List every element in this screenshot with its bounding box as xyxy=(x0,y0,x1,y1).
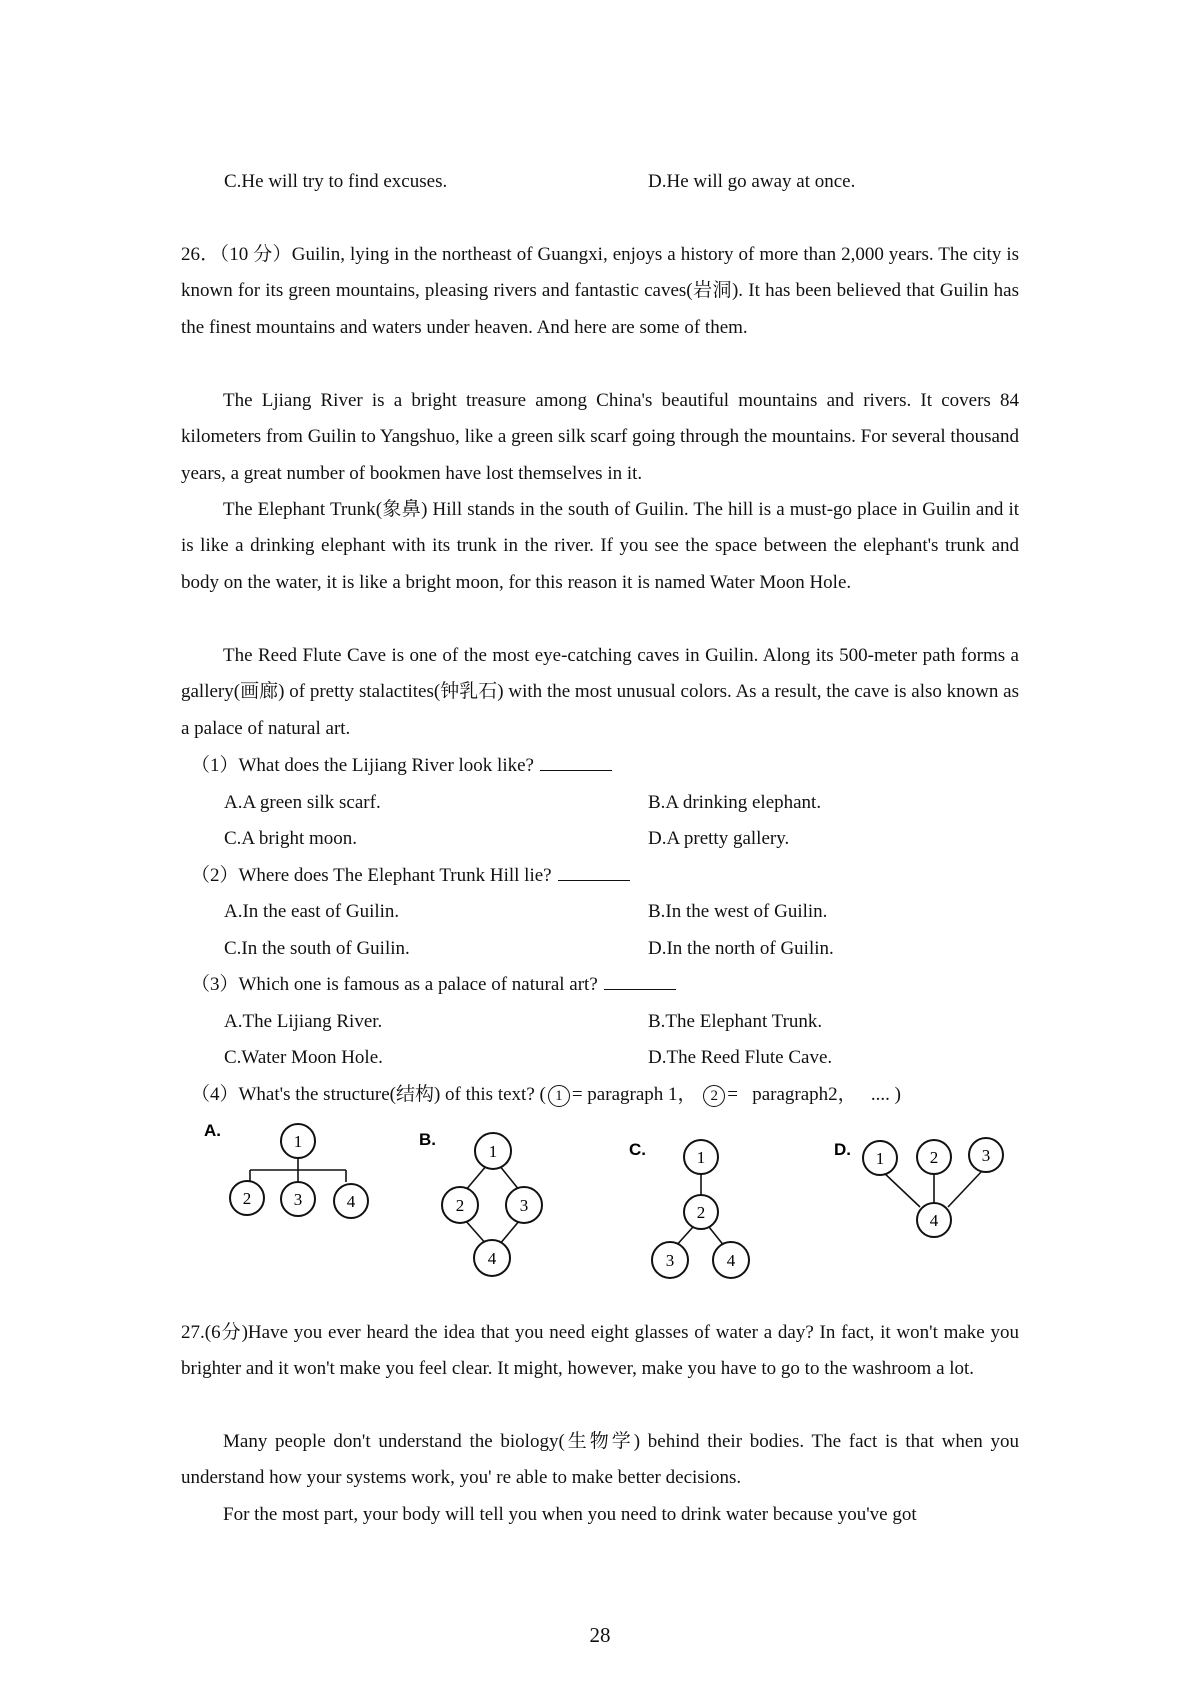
q27-paragraph-2-text: Many people don't understand the biology(生物学) behind their bodies. The fact is that when you understand how your systems work, you' re able to make better decisions. xyxy=(181,1431,1019,1489)
q26-paragraph-3-text: The Elephant Trunk(象鼻) Hill stands in the south of Guilin. The hill is a must-go place in Guilin and it is like a drinking elephant with its trunk in the river. If you see the space between the elephant's trunk and body on the water, it is like a bright moon, for this reason it is named Water Moon Hole. xyxy=(181,499,1019,593)
node-2 xyxy=(442,1187,478,1223)
prev-option-d: D.He will go away at once. xyxy=(648,171,856,192)
prev-option-c: C.He will try to find excuses. xyxy=(224,171,448,192)
q26-3-option-d: D.The Reed Flute Cave. xyxy=(648,1047,833,1068)
node-4 xyxy=(917,1203,951,1237)
node-4 xyxy=(713,1242,749,1278)
node-4 xyxy=(474,1240,510,1276)
q26-4-eq2: = paragraph2， .... ) xyxy=(727,1084,902,1105)
node-label: 4 xyxy=(929,1211,939,1230)
node-3 xyxy=(506,1187,542,1223)
node-3 xyxy=(652,1242,688,1278)
node-label: 3 xyxy=(519,1196,529,1215)
q26-1-stem xyxy=(191,748,612,784)
q26-1-option-a: A.A green silk scarf. xyxy=(224,792,381,813)
node-label: 1 xyxy=(488,1142,498,1161)
q26-2-stem-text: （2）Where does The Elephant Trunk Hill lie? xyxy=(191,865,552,886)
q26-3-option-a: A.The Lijiang River. xyxy=(224,1011,383,1032)
structure-diagram-a xyxy=(200,1118,380,1233)
node-2 xyxy=(917,1140,951,1174)
node-3 xyxy=(969,1138,1003,1172)
node-label: 1 xyxy=(875,1149,885,1168)
node-label: 4 xyxy=(487,1249,497,1268)
node-3 xyxy=(281,1182,315,1216)
q26-4-stem xyxy=(191,1077,901,1113)
node-1 xyxy=(281,1124,315,1158)
q26-1-option-b: B.A drinking elephant. xyxy=(648,792,822,813)
answer-blank[interactable] xyxy=(540,752,612,771)
q26-1-option-d: D.A pretty gallery. xyxy=(648,828,790,849)
node-1 xyxy=(863,1141,897,1175)
diagram-b-svg xyxy=(415,1125,565,1275)
q26-paragraph-4-text: The Reed Flute Cave is one of the most eye-catching caves in Guilin. Along its 500-meter path forms a gallery(画廊) of pretty stalactites(钟乳石) with the most unusual colors. As a result, the cave is also known as a palace of natural art. xyxy=(181,645,1019,739)
node-label: 4 xyxy=(346,1192,356,1211)
node-label: 2 xyxy=(696,1203,706,1222)
q26-3-stem-text: （3）Which one is famous as a palace of natural art? xyxy=(191,974,598,995)
node-1 xyxy=(684,1140,718,1174)
q26-paragraph-2-text: The Ljiang River is a bright treasure among China's beautiful mountains and rivers. It covers 84 kilometers from Guilin to Yangshuo, like a green silk scarf going through the mountains. For several thousand years, a great number of bookmen have lost themselves in it. xyxy=(181,390,1019,484)
node-label: 3 xyxy=(293,1190,303,1209)
q27-paragraph-3 xyxy=(181,1497,1019,1533)
diagram-label: B. xyxy=(419,1130,436,1149)
page-number: 28 xyxy=(589,1623,611,1647)
node-1 xyxy=(475,1133,511,1169)
q26-paragraph-2 xyxy=(181,383,1019,492)
q26-1-option-c: C.A bright moon. xyxy=(224,828,358,849)
q27-paragraph-2 xyxy=(181,1424,1019,1497)
diagram-label: D. xyxy=(834,1140,851,1159)
node-2 xyxy=(230,1181,264,1215)
structure-diagram-c xyxy=(625,1133,765,1288)
q26-2-stem xyxy=(191,858,630,894)
q26-2-option-d: D.In the north of Guilin. xyxy=(648,938,834,959)
diagram-label: C. xyxy=(629,1140,646,1159)
q26-1-stem-text: （1）What does the Lijiang River look like? xyxy=(191,755,534,776)
diagram-a-svg xyxy=(200,1118,380,1228)
answer-blank[interactable] xyxy=(558,862,630,881)
node-4 xyxy=(334,1184,368,1218)
diagram-label: A. xyxy=(204,1121,221,1140)
q26-paragraph-4 xyxy=(181,638,1019,747)
diagram-d-svg xyxy=(830,1133,1010,1243)
q26-3-stem xyxy=(191,967,676,1003)
circled-number-2: 2 xyxy=(703,1085,725,1107)
structure-diagram-d xyxy=(830,1133,1010,1248)
node-label: 3 xyxy=(981,1146,991,1165)
q26-4-stem-prefix: （4）What's the structure(结构) of this text? ( xyxy=(191,1084,546,1105)
node-label: 1 xyxy=(696,1148,706,1167)
circled-number-1: 1 xyxy=(548,1085,570,1107)
q26-2-option-b: B.In the west of Guilin. xyxy=(648,901,828,922)
q26-3-option-c: C.Water Moon Hole. xyxy=(224,1047,383,1068)
q26-paragraph-1: 26．（10 分）Guilin, lying in the northeast of Guangxi, enjoys a history of more than 2,000 years. The city is known for its green mountains, pleasing rivers and fantastic caves(岩洞). It has been believed that Guilin has the finest mountains and waters under heaven. And here are some of them. xyxy=(181,244,1019,338)
q27-paragraph-3-text: For the most part, your body will tell you when you need to drink water because you've got xyxy=(223,1504,917,1525)
q26-4-eq1: = paragraph 1， xyxy=(571,1084,697,1105)
node-label: 1 xyxy=(293,1132,303,1151)
node-label: 4 xyxy=(726,1251,736,1270)
node-label: 2 xyxy=(242,1189,252,1208)
node-2 xyxy=(684,1195,718,1229)
q26-3-option-b: B.The Elephant Trunk. xyxy=(648,1011,823,1032)
answer-blank[interactable] xyxy=(604,971,676,990)
node-label: 2 xyxy=(929,1148,939,1167)
structure-diagram-b xyxy=(415,1125,565,1280)
diagram-c-svg xyxy=(625,1133,765,1283)
q26-2-option-c: C.In the south of Guilin. xyxy=(224,938,410,959)
node-label: 3 xyxy=(665,1251,675,1270)
node-label: 2 xyxy=(455,1196,465,1215)
q26-2-option-a: A.In the east of Guilin. xyxy=(224,901,400,922)
q27-paragraph-1: 27.(6分)Have you ever heard the idea that you need eight glasses of water a day? In fact, it won't make you brighter and it won't make you feel clear. It might, however, make you have to go to the washroom a lot. xyxy=(181,1322,1019,1380)
q26-paragraph-3 xyxy=(181,492,1019,601)
